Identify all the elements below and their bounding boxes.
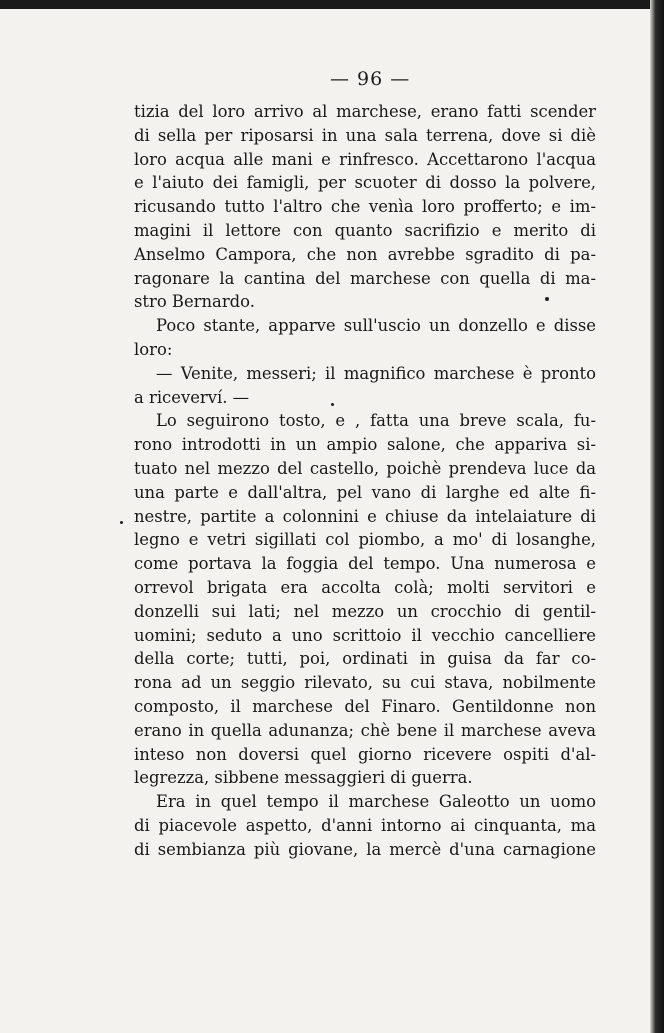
text-line: di sembianza più giovane, la mercè d'una carnagione bbox=[134, 839, 596, 859]
text-line: e l'aiuto dei famigli, per scuoter di dosso la polvere, bbox=[134, 173, 596, 193]
text-line: inteso non doversi quel giorno ricevere ospiti d'al- bbox=[134, 744, 596, 764]
text-line: come portava la foggia del tempo. Una numerosa e bbox=[134, 554, 596, 574]
paragraph-start-line: Era in quel tempo il marchese Galeotto un uomo bbox=[156, 792, 596, 812]
text-line: orrevol brigata era accolta colà; molti servitori e bbox=[134, 577, 596, 597]
scan-right-edge bbox=[650, 0, 664, 1033]
text-line: donzelli sui lati; nel mezzo un crocchio di gentil- bbox=[134, 601, 596, 621]
text-line: nestre, partite a colonnini e chiuse da intelaiature di bbox=[134, 506, 596, 526]
ink-speck bbox=[331, 403, 334, 406]
text-line: di piacevole aspetto, d'anni intorno ai cinquanta, ma bbox=[134, 815, 596, 835]
text-line: rona ad un seggio rilevato, su cui stava, nobilmente bbox=[134, 673, 596, 693]
text-line: Anselmo Campora, che non avrebbe sgradito di pa- bbox=[134, 244, 596, 264]
page-number: — 96 — bbox=[330, 68, 411, 90]
text-line: della corte; tutti, poi, ordinati in guisa da far co- bbox=[134, 649, 596, 669]
text-line: di sella per riposarsi in una sala terrena, dove si diè bbox=[134, 125, 596, 145]
text-line: rono introdotti in un ampio salone, che appariva si- bbox=[134, 435, 596, 455]
text-line: magini il lettore con quanto sacrifizio e merito di bbox=[134, 220, 596, 240]
text-line: ragonare la cantina del marchese con quella di ma- bbox=[134, 268, 596, 288]
ink-speck bbox=[120, 521, 123, 524]
text-line: loro: bbox=[134, 339, 173, 359]
text-line: erano in quella adunanza; chè bene il marchese aveva bbox=[134, 720, 596, 740]
text-line: ricusando tutto l'altro che venìa loro profferto; e im- bbox=[134, 197, 596, 217]
paragraph-start-line: Poco stante, apparve sull'uscio un donzello e disse bbox=[156, 316, 596, 336]
text-line: tizia del loro arrivo al marchese, erano fatti scender bbox=[134, 102, 596, 121]
ink-speck bbox=[545, 297, 549, 301]
text-line: loro acqua alle mani e rinfresco. Accettarono l'acqua bbox=[134, 149, 596, 169]
scan-top-edge bbox=[0, 0, 664, 9]
text-line: composto, il marchese del Finaro. Gentildonne non bbox=[134, 696, 596, 716]
text-line: legno e vetri sigillati col piombo, a mo' di losanghe, bbox=[134, 530, 596, 550]
paragraph-start-line: Lo seguirono tosto, e , fatta una breve scala, fu- bbox=[156, 411, 596, 431]
text-line: uomini; seduto a uno scrittoio il vecchio cancelliere bbox=[134, 625, 596, 645]
body-text bbox=[134, 100, 596, 862]
text-line: a riceverví. — bbox=[134, 387, 250, 407]
text-line: stro Bernardo. bbox=[134, 292, 255, 312]
text-line: tuato nel mezzo del castello, poichè prendeva luce da bbox=[134, 458, 596, 478]
paragraph-start-line: — Venite, messeri; il magnifico marchese è pronto bbox=[156, 363, 596, 383]
text-line: una parte e dall'altra, pel vano di larghe ed alte fi- bbox=[134, 482, 596, 502]
text-line: legrezza, sibbene messaggieri di guerra. bbox=[134, 768, 473, 788]
